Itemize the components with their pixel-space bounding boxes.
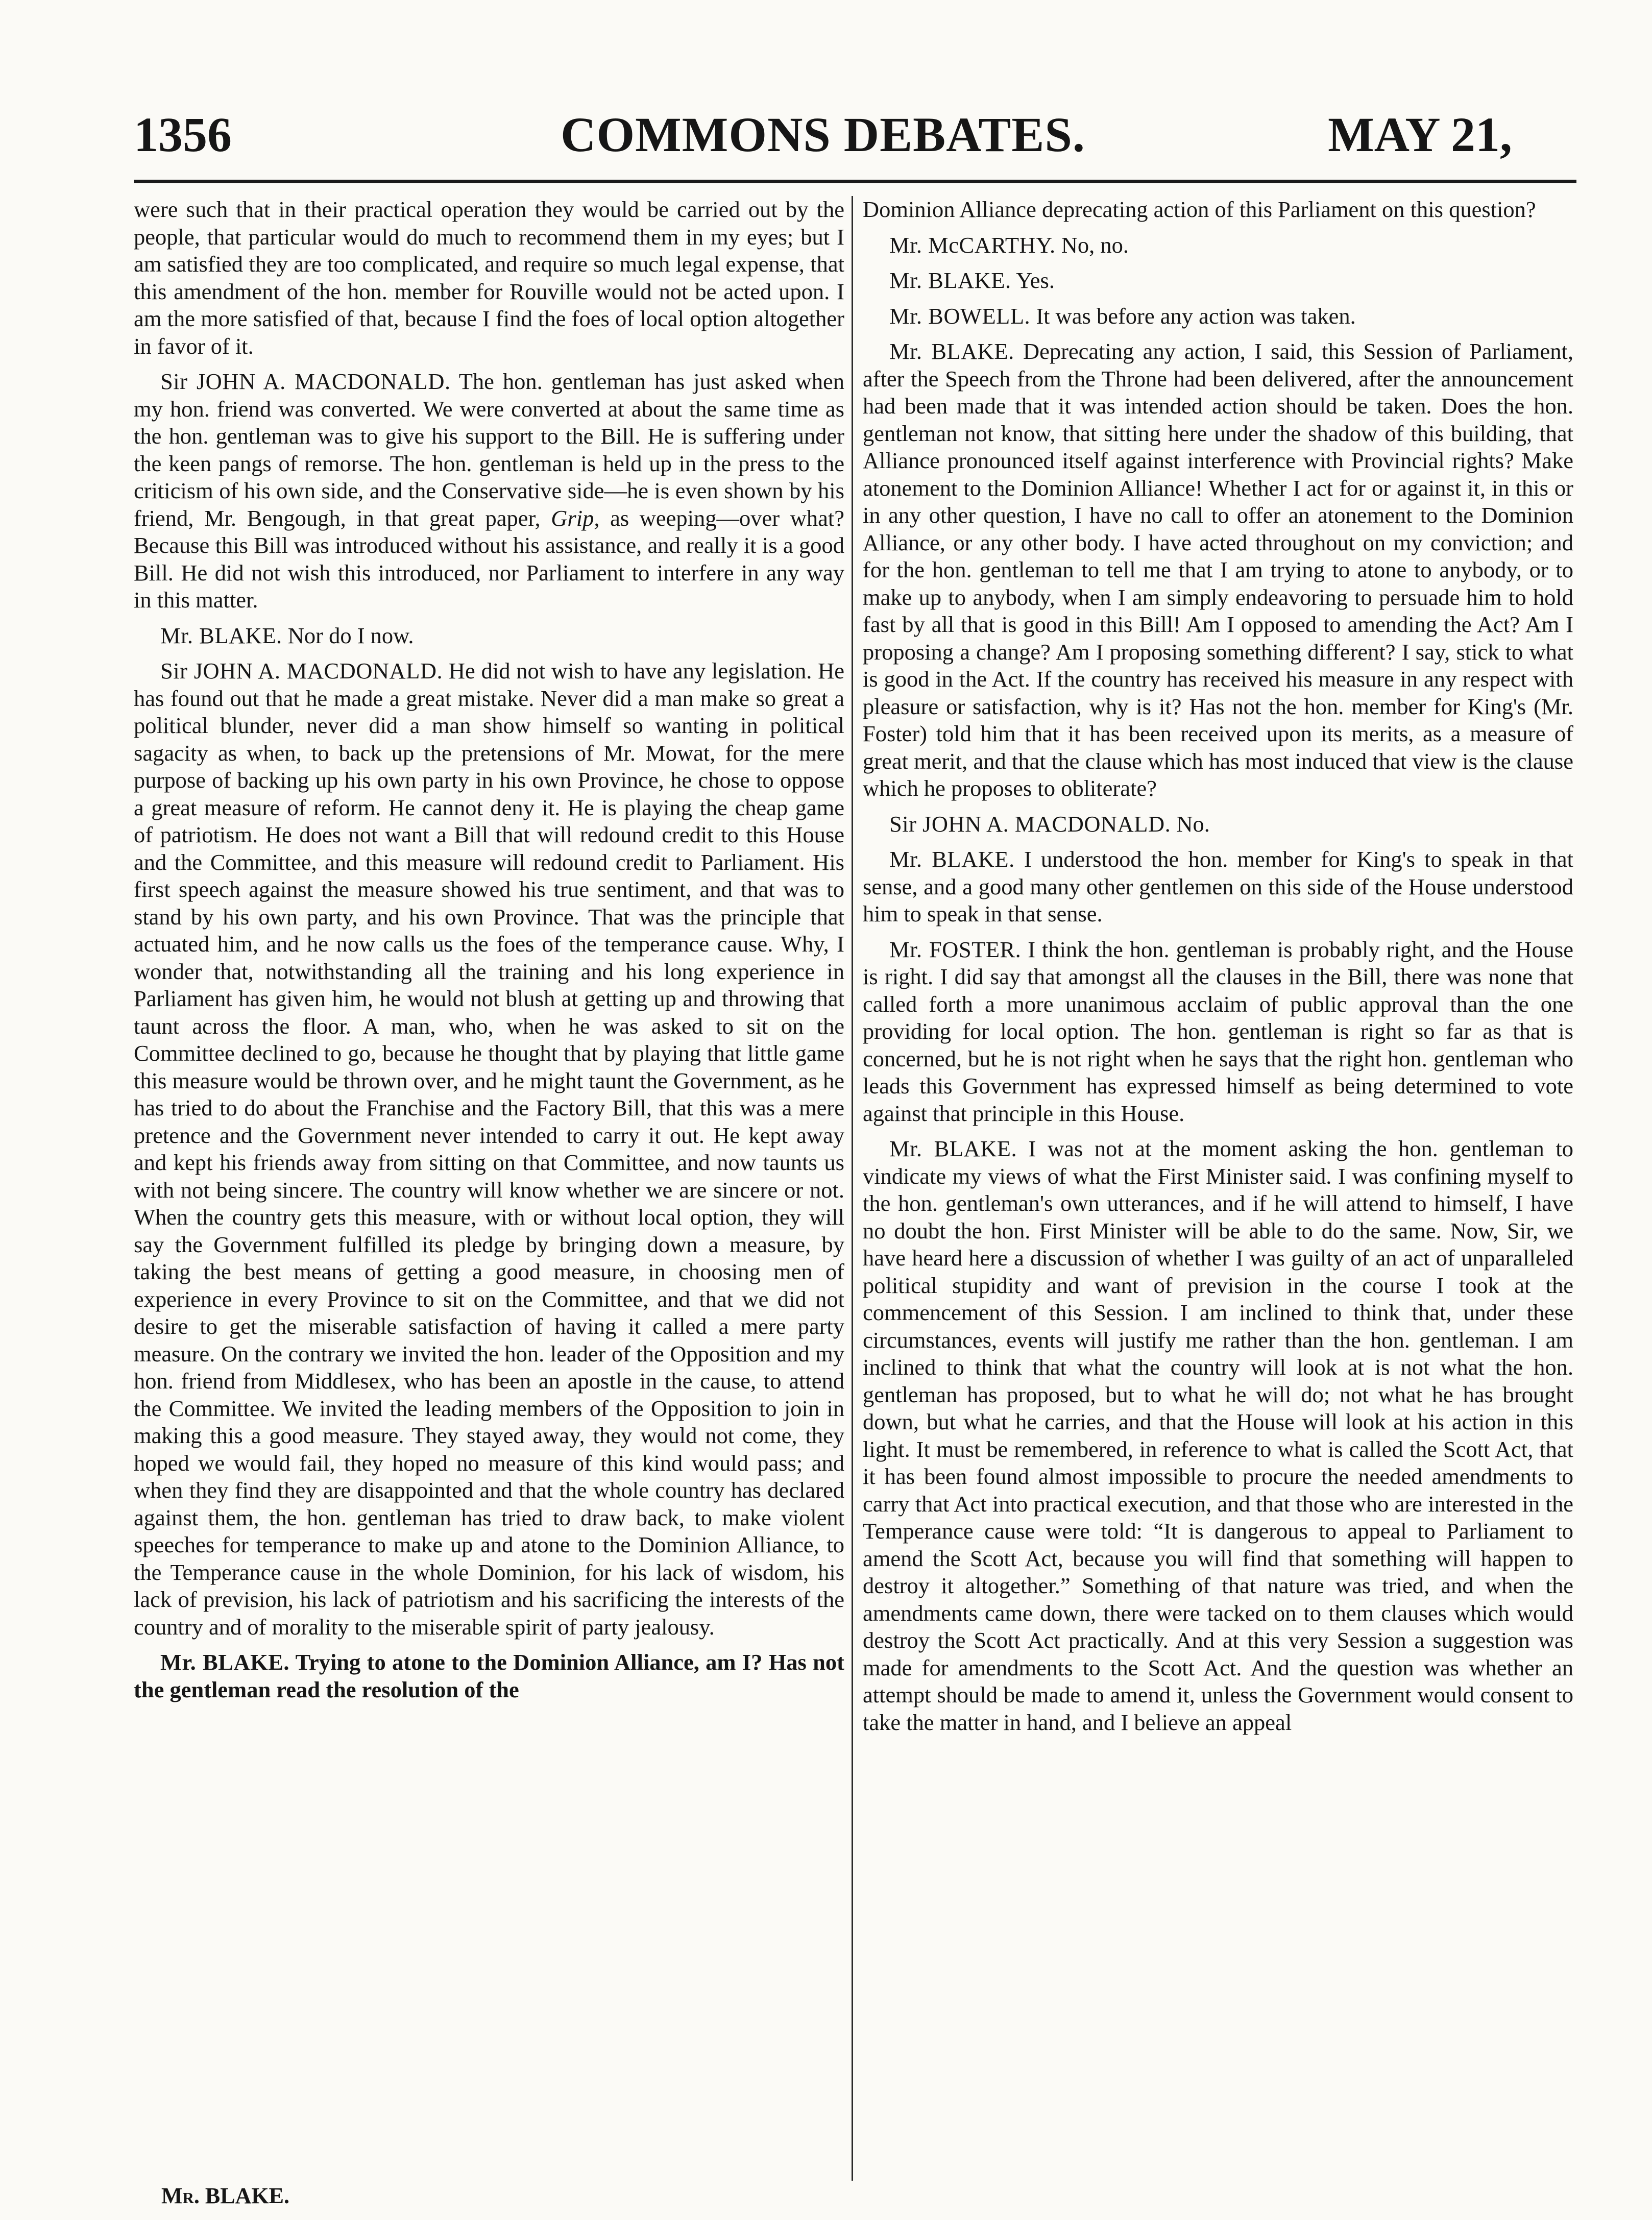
page-header (134, 106, 1512, 162)
paragraph (863, 846, 1573, 928)
speaker-name: Mr. BLAKE. (889, 267, 1011, 293)
paragraph-text: Trying to atone to the Dominion Alliance, am I? Has not the gentleman read the resolution of the (134, 1649, 844, 1702)
paragraph (134, 657, 844, 1641)
column-divider (852, 196, 853, 2181)
paragraph-text: I think the hon. gentleman is probably right, and the House is right. I did say that amongst all the clauses in the Bill, there was none that called forth a more unanimous acclaim of public approval than the one providing for local option. The hon. gentleman is right so far as that is concerned, but he is not right when he says that the right hon. gentleman who leads this Government has expressed himself as being determined to vote against that principle in this House. (863, 936, 1573, 1126)
speaker-name: Mr. BLAKE. (160, 1649, 290, 1675)
paragraph (863, 267, 1573, 295)
speaker-name: Mr. BLAKE. (889, 846, 1015, 872)
paragraph (863, 196, 1573, 224)
paragraph-text: were such that in their practical operation they would be carried out by the people, that particular would do much to recommend them in my eyes; but I am satisfied they are too complicated, and require so much legal expense, that this amendment of the hon. member for Rouville would not be acted upon. I am the more satisfied of that, because I find the foes of local option altogether in favor of it. (134, 197, 844, 359)
paragraph (134, 196, 844, 360)
paragraph (863, 303, 1573, 330)
speaker-name: Mr. BLAKE. (160, 622, 282, 648)
speaker-name: Sir JOHN A. MACDONALD. (160, 369, 451, 394)
paragraph-text: The hon. gentleman has just asked when my hon. friend was converted. We were converted at about the same time as the hon. gentleman was to give his support to the Bill. He is suffering under the keen pangs of remorse. The hon. gentleman is held up in the press to the criticism of his own side, and the Conservative side—he is even shown by his friend, Mr. Bengough, in that great paper, Grip, as weeping—over what? Because this Bill was introduced without his assistance, and really it is a good Bill. He did not wish this introduced, nor Parliament to interfere in any way in this matter. (134, 369, 844, 613)
speaker-name: Mr. BLAKE. (889, 338, 1014, 364)
paragraph-text: Yes. (1016, 267, 1055, 293)
speaker-name: Mr. McCARTHY. (889, 232, 1056, 258)
publication-title: COMMONS DEBATES. (561, 107, 1085, 162)
speaker-name: Mr. BLAKE. (889, 1136, 1017, 1161)
paragraph-text: No. (1176, 811, 1210, 837)
paragraph (863, 1135, 1573, 1736)
paragraph-text: I was not at the moment asking the hon. gentleman to vindicate my views of what the First Minister said. I was confining myself to the hon. gentleman's own utterances, and if he will attend to himself, I have no doubt the hon. First Minister will be able to do the same. Now, Sir, we have heard here a discussion of whether I was guilty of an act of unparalleled political stupidity and want of prevision in the course I took at the commencement of this Session. I am inclined to think that, under these circumstances, events will justify me rather than the hon. gentleman. I am inclined to think that what the country will look at is not what the hon. gentleman has proposed, but to what he will do; not what he has brought down, but what he carries, and that the House will look at his action in this light. It must be remembered, in reference to what is called the Scott Act, that it has been found almost impossible to procure the needed amendments to carry that Act into practical execution, and that those who are interested in the Temperance cause were told: “It is dangerous to appeal to Parliament to amend the Scott Act, because you will find that something will happen to destroy it altogether.” Something of that nature was tried, and when the amendments came down, there were tacked on to them clauses which would destroy the Scott Act practically. And at this very Session a suggestion was made for amendments to the Scott Act. And the question was whether an attempt should be made to amend it, unless the Government would consent to take the matter in hand, and I believe an appeal (863, 1136, 1574, 1735)
paragraph-text: It was before any action was taken. (1036, 303, 1356, 329)
paragraph (863, 338, 1573, 802)
paragraph (134, 622, 844, 650)
paragraph-text: He did not wish to have any legislation. He has found out that he made a great mistake. Never did a man make so great a political blunder, never did a man show himself so wanting in political sagacity as when, to back up the pretensions of Mr. Mowat, for the mere purpose of backing up his own party in his own Province, he chose to oppose a great measure of reform. He cannot deny it. He is playing the cheap game of patriotism. He does not want a Bill that will redound credit to this House and the Committee, and this measure will redound credit to Parliament. His first speech against the measure showed his true sentiment, and that was to stand by his own party, and his own Province. That was the principle that actuated him, and he now calls us the foes of the temperance cause. Why, I wonder that, notwithstanding all the training and his long experience in Parliament has given him, he would not blush at getting up and throwing that taunt across the floor. A man, who, when he was asked to sit on the Committee declined to go, because he thought that by playing that little game this measure would be thrown over, and he might taunt the Government, as he has tried to do about the Franchise and the Factory Bill, that this was a mere pretence and the Government never intended to carry it out. He kept away and kept his friends away from sitting on that Committee, and now taunts us with not being sincere. The country will know whether we are sincere or not. When the country gets this measure, with or without local option, they will say the Government fulfilled its pledge by bringing down a measure, by taking the best means of getting a good measure, in choosing men of experience in every Province to sit on the Committee, and that we did not desire to get the miserable satisfaction of having it called a mere party measure. On the contrary we invited the hon. leader of the Opposition and my hon. friend from Middlesex, who has been an apostle in the cause, to attend the Committee. We invited the leading members of the Opposition to join in making this a good measure. They stayed away, they would not come, they hoped we would fail, they hoped no measure of this kind would pass; and when they find they are disappointed and that the whole country has declared against them, the hon. gentleman has tried to draw back, to make violent speeches for temperance to make up and atone to the Dominion Alliance, to the Temperance cause in the whole Dominion, for his lack of wisdom, his lack of prevision, his lack of patriotism and his sacrificing the interests of the country and of morality to the miserable spirit of party jealousy. (134, 658, 845, 1640)
paragraph-text: I understood the hon. member for King's to speak in that sense, and a good many other gentlemen on this side of the House understood him to speak in that sense. (863, 846, 1574, 926)
paragraph-text: Dominion Alliance deprecating action of this Parliament on this question? (863, 197, 1536, 222)
speaker-name: Mr. FOSTER. (889, 936, 1022, 962)
paragraph-text: Deprecating any action, I said, this Session of Parliament, after the Speech from the Throne had been delivered, after the announcement had been made that it was intended action should be taken. Does the hon. gentleman not know, that sitting here under the shadow of this building, that Alliance pronounced itself against interference with Provincial rights? Make atonement to the Dominion Alliance! Whether I act for or against it, in this or in any other question, I have no call to offer an atonement to the Dominion Alliance, or any other body. I have acted throughout on my conviction; and for the hon. gentleman to tell me that I am trying to atone to anybody, or to make up to anybody, when I am simply endeavoring to persuade him to hold fast by all that is good in this Bill! Am I opposed to amending the Act? Am I proposing a change? Am I proposing something different? I say, stick to what is good in the Act. If the country has received his measure in any respect with pleasure or satisfaction, why is it? Has not the hon. member for King's (Mr. Foster) told him that it has been received upon its merits, as a measure of great merit, and that the clause which has most induced that view is the clause which he proposes to obliterate? (863, 338, 1574, 801)
right-column (863, 196, 1573, 1744)
paragraph (134, 368, 844, 614)
paragraph (863, 811, 1573, 838)
paragraph-text: No, no. (1061, 232, 1129, 258)
left-column (134, 196, 844, 1712)
footer-speaker-catchword: Mr. BLAKE. (161, 2183, 289, 2208)
page-date: MAY 21, (1328, 107, 1512, 162)
speaker-name: Sir JOHN A. MACDONALD. (889, 811, 1171, 837)
paragraph-text: Nor do I now. (287, 622, 414, 648)
paragraph (134, 1649, 844, 1703)
paragraph (863, 232, 1573, 259)
speaker-name: Mr. BOWELL. (889, 303, 1031, 329)
header-rule (134, 180, 1576, 183)
paragraph (863, 936, 1573, 1128)
speaker-name: Sir JOHN A. MACDONALD. (160, 658, 443, 684)
page-number: 1356 (134, 107, 232, 162)
